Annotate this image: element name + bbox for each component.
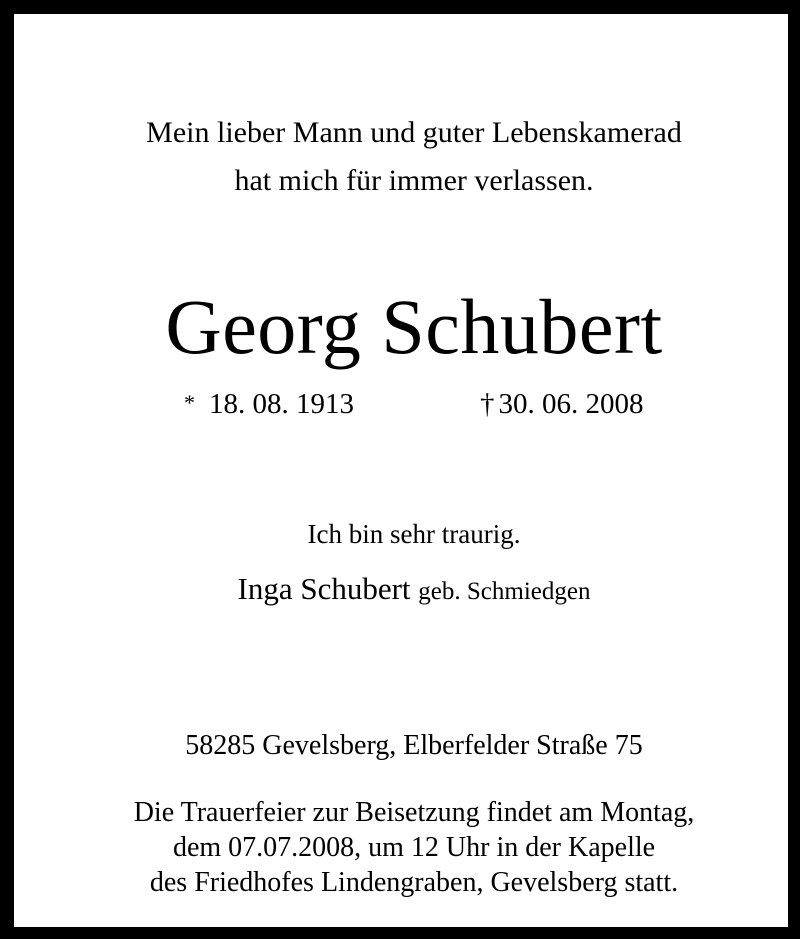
address: 58285 Gevelsberg, Elberfelder Straße 75 bbox=[185, 730, 643, 761]
death-cross-icon: † bbox=[480, 388, 495, 420]
condolence-text: Ich bin sehr traurig. bbox=[307, 519, 521, 549]
birth-star-icon: * bbox=[184, 390, 195, 415]
service-line-2: dem 07.07.2008, um 12 Uhr in der Kapelle bbox=[172, 832, 656, 863]
birth-date-line bbox=[184, 388, 354, 421]
mourner-line bbox=[14, 571, 800, 607]
birth-date: 18. 08. 1913 bbox=[209, 388, 354, 420]
service-line-3: des Friedhofes Lindengraben, Gevelsberg statt. bbox=[149, 867, 679, 898]
death-date: 30. 06. 2008 bbox=[498, 388, 644, 420]
service-line-1: Die Trauerfeier zur Beisetzung findet am Montag, bbox=[133, 797, 695, 828]
mourner-name: Inga Schubert bbox=[237, 571, 411, 606]
death-date-line bbox=[480, 388, 644, 421]
intro-line-2: hat mich für immer verlassen. bbox=[234, 164, 594, 197]
mourner-maiden-name: geb. Schmiedgen bbox=[418, 578, 591, 605]
deceased-name: Georg Schubert bbox=[165, 283, 663, 370]
intro-line-1: Mein lieber Mann und guter Lebenskamerad bbox=[146, 116, 682, 149]
